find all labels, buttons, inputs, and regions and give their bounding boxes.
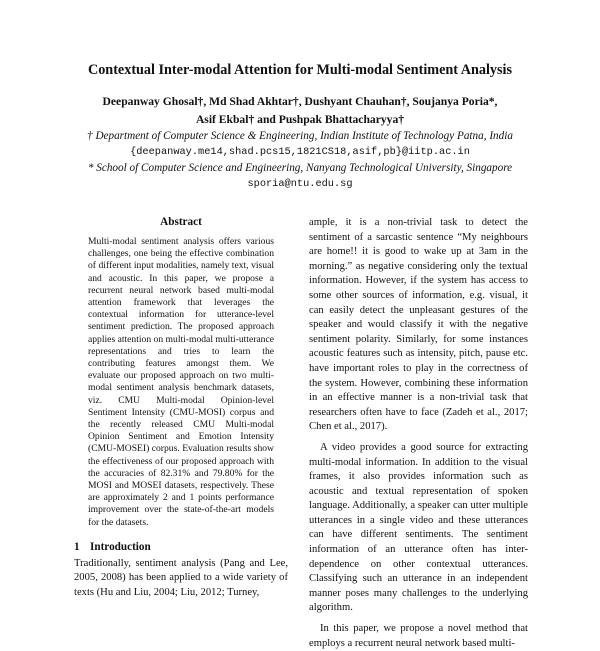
- email-iit-patna: {deepanway.me14,shad.pcs15,1821CS18,asif,pb}@iitp.ac.in: [130, 146, 470, 158]
- left-column: [74, 216, 288, 601]
- intro-paragraph: Traditionally, sentiment analysis (Pang and Lee, 2005, 2008) has been applied to a wide variety of texts (Hu and Liu, 2004; Liu, 2012; Turney,: [74, 557, 288, 599]
- section-number: 1: [74, 540, 80, 553]
- abstract-heading: Abstract: [160, 216, 202, 228]
- section-heading-introduction: [74, 541, 288, 553]
- abstract-text: Multi-modal sentiment analysis offers various challenges, one being the effective combination of different input modalities, namely text, visual and acoustic. In this paper, we propose a recurrent neural network based multi-modal attention framework that leverages the contextual information for utterance-level sentiment prediction. The proposed approach applies attention on multi-modal multi-utterance representations and tries to learn the contributing features amongst them. We evaluate our proposed approach on two multi-modal sentiment analysis benchmark datasets, viz. CMU Multi-modal Opinion-level Sentiment Intensity (CMU-MOSI) corpus and the recently released CMU Multi-modal Opinion Sentiment and Emotion Intensity (CMU-MOSEI) corpus. Evaluation results show the effectiveness of our proposed approach with the accuracies of 82.31% and 79.80% for the MOSI and MOSEI datasets, respectively. These are approximately 2 and 1 points performance improvement over the state-of-the-art models for the datasets.: [88, 236, 274, 528]
- paper-title: Contextual Inter-modal Attention for Multi-modal Sentiment Analysis: [87, 62, 513, 78]
- body-paragraph-3: In this paper, we propose a novel method that employs a recurrent neural network based multi-: [309, 623, 528, 649]
- authors-line-2: Asif Ekbal† and Pushpak Bhattacharyya†: [195, 113, 405, 126]
- affiliation-ntu: * School of Computer Science and Engineering, Nanyang Technological University, Singapore: [87, 162, 513, 174]
- authors-line-1: Deepanway Ghosal†, Md Shad Akhtar†, Dushyant Chauhan†, Soujanya Poria*,: [102, 95, 498, 108]
- email-ntu: sporia@ntu.edu.sg: [247, 178, 353, 190]
- affiliation-iit-patna: † Department of Computer Science & Engineering, Indian Institute of Technology Patna, India: [87, 130, 513, 142]
- author-list: [40, 93, 560, 129]
- affiliations: [40, 128, 560, 192]
- body-paragraph-1: ample, it is a non-trivial task to detect the sentiment of a sarcastic sentence “My neighbours are home!! it is good to wake up at 3am in the morning.” as negative considering only the textual information. However, if the system has access to some other sources of information, e.g. visual, it can easily detect the unpleasant gestures of the speaker and would classify it with the negative sentiment polarity. Similarly, for some instances acoustic features such as intensity, pitch, pause etc. have important roles to play in the correctness of the system. However, combining these information in an effective manner is a non-trivial task that researchers often have to face (Zadeh et al., 2017; Chen et al., 2017).: [309, 217, 528, 433]
- body-paragraph-2: A video provides a good source for extracting multi-modal information. In addition to the visual frames, it also provides information such as acoustic and textual representation of spoken language. Additionally, a speaker can utter multiple utterances in a single video and these utterances can have different sentiments. The sentiment information of an utterance often has inter-dependence on other contextual utterances. Classifying such an utterance in an independent manner poses many challenges to the underlying algorithm.: [309, 441, 528, 614]
- right-column: [309, 216, 528, 651]
- section-title: Introduction: [90, 540, 151, 553]
